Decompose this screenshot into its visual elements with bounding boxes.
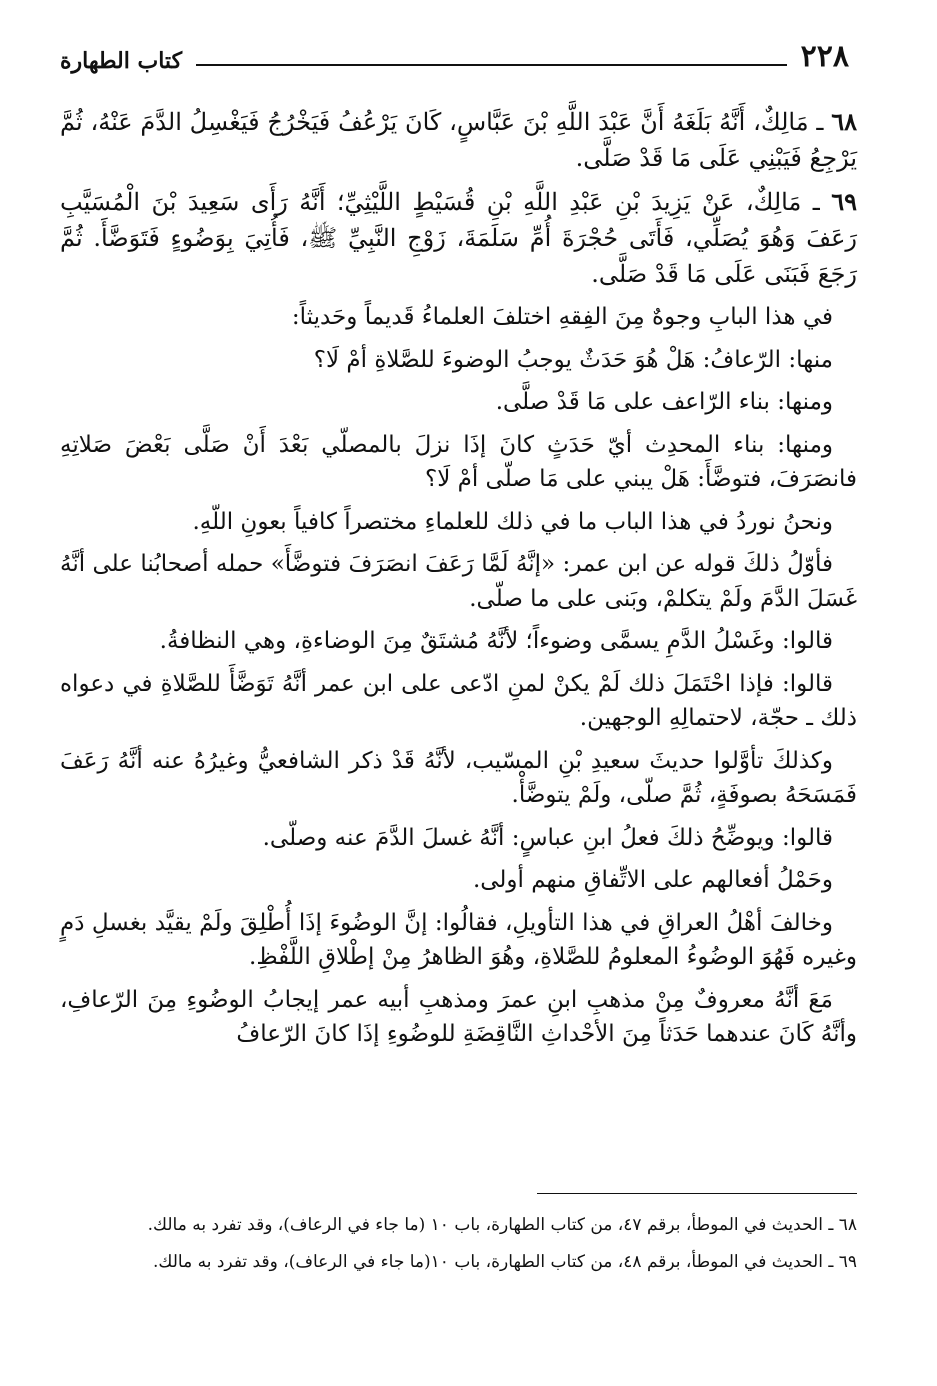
commentary-paragraph: وخالفَ أهْلُ العراقِ في هذا التأويلِ، فقالُوا: إنَّ الوضُوءَ إذَا أُطْلِقَ ولَمْ يقيَّد بغسلِ دَمٍ وغيره فَهُوَ الوضُوءُ المعلومُ للصَّلاةِ، وهُوَ الظاهرُ مِنْ إطْلاقِ اللَّفْظِ. <box>60 909 857 970</box>
commentary-paragraph: ونحنُ نوردُ في هذا الباب ما في ذلك للعلماءِ مختصراً كافياً بعونِ اللّهِ. <box>192 508 833 535</box>
page-header <box>60 28 849 72</box>
main-text <box>60 104 857 1060</box>
footnote-separator <box>537 1193 857 1194</box>
footnotes <box>60 1212 857 1286</box>
hadith-text: ـ مَالِكٌ، أَنَّهُ بَلَغَهُ أَنَّ عَبْدَ اللَّهِ بْنَ عَبَّاسٍ، كَانَ يَرْعُفُ فَيَخْرُجُ فَيَغْسِلُ الدَّمَ عَنْهُ، ثُمَّ يَرْجِعُ فَيَبْنِي عَلَى مَا قَدْ صَلَّى. <box>60 108 857 172</box>
hadith-69 <box>60 184 857 292</box>
hadith-number: ٦٩ <box>831 187 857 216</box>
commentary-paragraph: وحَمْلُ أفعالهم على الاتِّفاقِ منهم أولى. <box>472 867 833 893</box>
commentary-paragraph: فأوّلُ ذلكَ قوله عن ابن عمر: «إنَّهُ لَمَّا رَعَفَ انصَرَفَ فتوضَّأَ» حمله أصحابُنا على أنَّهُ غَسَلَ الدَّمَ ولَمْ يتكلمْ، وبَنى على ما صلّى. <box>60 551 857 612</box>
header-rule <box>196 64 787 66</box>
commentary-paragraph: مَعَ أنَّهُ معروفٌ مِنْ مذهبِ ابنِ عمرَ ومذهبِ أبيه عمر إيجابُ الوضُوءِ مِنَ الرّعافِ، وأنَّهُ كَانَ عندهما حَدَثاً مِنَ الأحْداثِ النَّاقِضَةِ للوضُوءِ إذَا كانَ الرّعافُ <box>60 986 857 1047</box>
hadith-text: ـ مَالِكٌ، عَنْ يَزِيدَ بْنِ عَبْدِ اللَّهِ بْنِ قُسَيْطٍ اللَّيْثِيِّ؛ أَنَّهُ رَأَى سَعِيدَ بْنَ الْمُسَيَّبِ رَعَفَ وَهُوَ يُصَلِّي، فَأَتَى حُجْرَةَ أُمِّ سَلَمَةَ، زَوْجِ النَّبِيِّ ﷺ، فَأُتِيَ بِوَضُوءٍ فَتَوَضَّأَ. ثُمَّ رَجَعَ فَبَنَى عَلَى مَا قَدْ صَلَّى. <box>60 188 857 288</box>
commentary-paragraph: قالوا: ويوضِّحُ ذلكَ فعلُ ابنِ عباسٍ: أنَّهُ غسلَ الدَّمَ عنه وصلّى. <box>262 824 833 851</box>
commentary-paragraph: ومنها: بناء المحدِث أيّ حَدَثٍ كانَ إذَا نزلَ بالمصلّي بَعْدَ أَنْ صَلَّى بَعْضَ صَلاتِهِ فانصَرَفَ، فتوضَّأَ: هَلْ يبني على مَا صلّى أمْ لَا؟ <box>60 431 857 492</box>
commentary-paragraph: منها: الرّعافُ: هَلْ هُوَ حَدَثٌ يوجبُ الوضوءَ للصَّلاةِ أمْ لَا؟ <box>313 346 833 373</box>
footnote-69: ٦٩ ـ الحديث في الموطأ، برقم ٤٨، من كتاب الطهارة، باب ١٠(ما جاء في الرعاف)، وقد تفرد به مالك. <box>153 1252 857 1272</box>
hadith-68 <box>60 104 857 176</box>
commentary-paragraph: في هذا البابِ وجوهٌ مِنَ الفِقهِ اختلفَ العلماءُ قَديماً وحَديثاً: <box>291 304 833 330</box>
commentary-paragraph: وكذلكَ تأوَّلوا حديثَ سعيدِ بْنِ المسّيب، لأنَّهُ قَدْ ذكر الشافعيُّ وغيرُهُ عنه أنَّهُ رَعَفَ فَمَسَحَهُ بصوفَةٍ، ثُمَّ صلّى، ولَمْ يتوضَّأْ. <box>60 747 857 808</box>
commentary-paragraph: ومنها: بناء الرّاعف على مَا قَدْ صلَّى. <box>495 389 833 415</box>
hadith-number: ٦٨ <box>831 107 857 136</box>
running-title: كتاب الطهارة <box>60 48 183 74</box>
commentary-paragraph: قالوا: فإذا احْتَمَلَ ذلك لَمْ يكنْ لمنِ ادّعى على ابن عمر أنَّهُ تَوَضَّأَ للصَّلاةِ في دعواه ذلك ـ حجّة، لاحتمالِهِ الوجهين. <box>60 670 857 731</box>
commentary-paragraph: قالوا: وغَسْلُ الدَّمِ يسمَّى وضوءاً؛ لأنَّهُ مُشتَقٌ مِنَ الوضاءةِ، وهي النظافةُ. <box>159 628 833 654</box>
page-number: ٢٢٨ <box>800 39 849 74</box>
footnote-68: ٦٨ ـ الحديث في الموطأ، برقم ٤٧، من كتاب الطهارة، باب ١٠ (ما جاء في الرعاف)، وقد تفرد به مالك. <box>147 1215 857 1235</box>
